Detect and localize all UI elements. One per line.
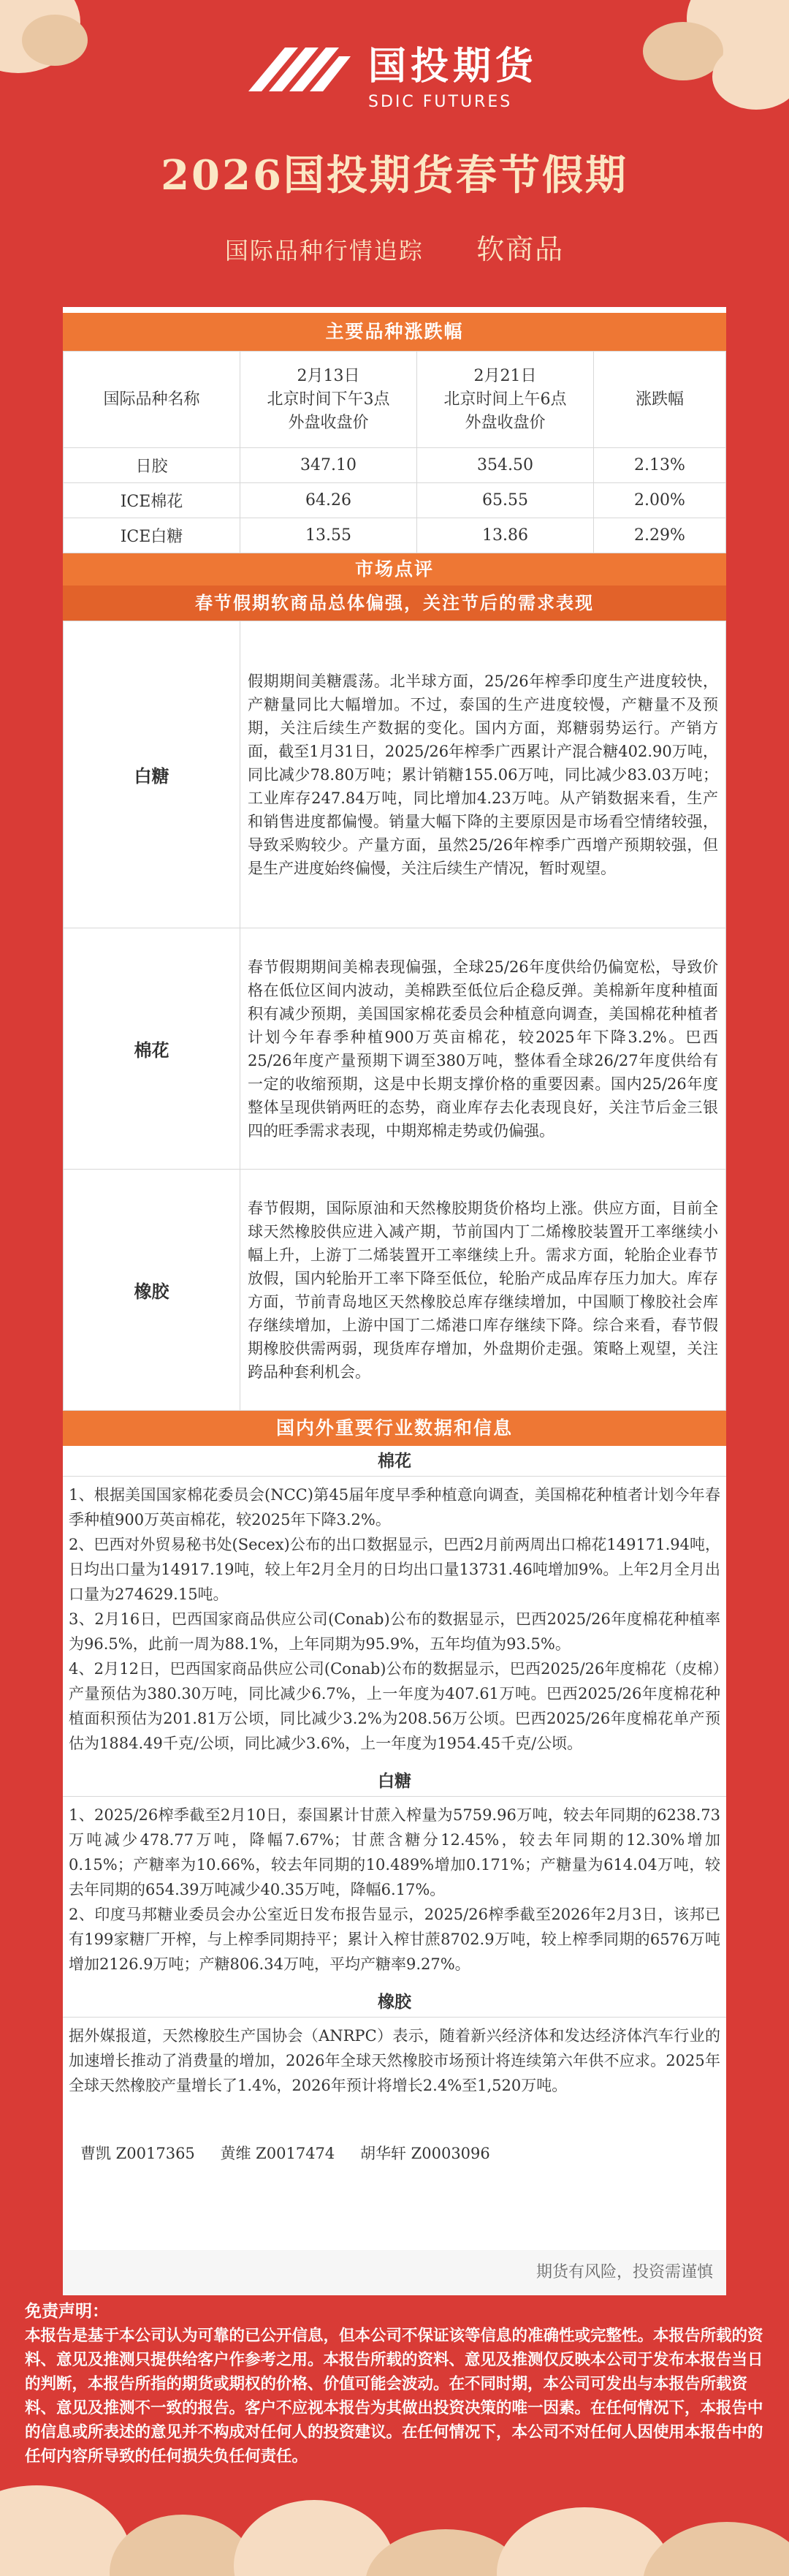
cell-name: ICE白糖 — [64, 518, 240, 553]
news-paragraph: 据外媒报道，天然橡胶生产国协会（ANRPC）表示，随着新兴经济体和发达经济体汽车行业的加速增长推动了消费量的增加，2026年全球天然橡胶市场预计将连续第六年供不应求。2025年全球天然橡胶产量增长了1.4%，2026年预计将增长2.4%至1,520万吨。 — [69, 2027, 720, 2094]
cell-before: 64.26 — [240, 483, 417, 518]
price-table — [63, 351, 726, 553]
analyst-list — [63, 2142, 726, 2164]
disclaimer-text: 本报告是基于本公司认为可靠的已公开信息，但本公司不保证该等信息的准确性或完整性。本报告所载的资料、意见及推测只提供给客户作参考之用。本报告所载的资料、意见及推测仅反映本公司于发布本报告当日的判断，本报告所指的期货或期权的价格、价值可能会波动。在不同时期，本公司可发出与本报告所载资料、意见及推测不一致的报告。客户不应视本报告为其做出投资决策的唯一因素。在任何情况下，本报告中的信息或所表述的意见并不构成对任何人的投资建议。在任何情况下，本公司不对任何人因使用本报告中的任何内容所导致的任何损失负任何责任。 — [25, 2327, 763, 2466]
cell-before: 347.10 — [240, 448, 417, 483]
price-section-heading: 主要品种涨跌幅 — [63, 313, 726, 351]
news-section-heading: 国内外重要行业数据和信息 — [63, 1411, 726, 1446]
cell-change: 2.13% — [594, 448, 726, 483]
cell-after: 13.86 — [417, 518, 594, 553]
comment-name: 橡胶 — [64, 1170, 240, 1411]
cell-change: 2.00% — [594, 483, 726, 518]
brand-name-en: SDIC FUTURES — [368, 93, 513, 111]
subtitle-right: 软商品 — [476, 233, 565, 265]
col-header-before: 2月13日 北京时间下午3点 外盘收盘价 — [240, 352, 417, 448]
comment-name: 白糖 — [64, 621, 240, 928]
news-group-title: 棉花 — [63, 1446, 726, 1477]
comment-name: 棉花 — [64, 928, 240, 1170]
news-group-body — [63, 2018, 726, 2098]
page-subtitle — [0, 227, 789, 267]
page-header — [0, 0, 789, 278]
risk-note: 期货有风险，投资需谨慎 — [63, 2250, 726, 2295]
col-header-after: 2月21日 北京时间上午6点 外盘收盘价 — [417, 352, 594, 448]
table-row — [64, 448, 726, 483]
news-paragraph: 1、根据美国国家棉花委员会(NCC)第45届年度早季种植意向调查，美国棉花种植者计划今年春季种植900万英亩棉花，较2025年下降3.2%。 — [69, 1486, 720, 1528]
table-row — [64, 483, 726, 518]
cell-after: 354.50 — [417, 448, 594, 483]
comment-text: 春节假期，国际原油和天然橡胶期货价格均上涨。供应方面，目前全球天然橡胶供应进入减产期，节前国内丁二烯橡胶装置开工率继续小幅上升，上游丁二烯装置开工率继续上升。需求方面，轮胎企业春节放假，国内轮胎开工率下降至低位，轮胎产成品库存压力加大。库存方面，节前青岛地区天然橡胶总库存继续增加，中国顺丁橡胶社会库存继续增加，上游中国丁二烯港口库存继续下降。综合来看，春节假期橡胶供需两弱，现货库存增加，外盘期价走强。策略上观望，关注跨品种套利机会。 — [240, 1170, 726, 1411]
col-header-name: 国际品种名称 — [64, 352, 240, 448]
table-row — [64, 518, 726, 553]
news-paragraph: 4、2月12日，巴西国家商品供应公司(Conab)公布的数据显示，巴西2025/26年度棉花（皮棉）产量预估为380.30万吨，同比减少6.7%，上一年度为407.61万吨。巴西2025/26年度棉花种植面积预估为201.81万公顷，同比减少3.2%为208.56万公顷。巴西2025/26年度棉花单产预估为1884.49千克/公顷，同比减少3.6%，上一年度为1954.45千克/公顷。 — [69, 1660, 720, 1752]
cell-before: 13.55 — [240, 518, 417, 553]
comment-section-heading: 市场点评 — [63, 553, 726, 586]
cell-change: 2.29% — [594, 518, 726, 553]
news-group-rubber — [63, 1987, 726, 2098]
col-header-change: 涨跌幅 — [594, 352, 726, 448]
news-group-sugar — [63, 1766, 726, 1977]
analyst-name: 曹凯 Z0017365 — [80, 2145, 195, 2162]
brand-name-cn: 国投期货 — [368, 45, 538, 88]
comment-row-rubber — [64, 1170, 726, 1411]
sdic-logo-icon — [241, 40, 358, 106]
news-group-body — [63, 1797, 726, 1977]
news-group-title: 橡胶 — [63, 1987, 726, 2018]
cell-name: 日胶 — [64, 448, 240, 483]
comment-text: 春节假期期间美棉表现偏强，全球25/26年度供给仍偏宽松，导致价格在低位区间内波动，美棉跌至低位后企稳反弹。美棉新年度种植面积有减少预期，美国国家棉花委员会种植意向调查，美国棉花种植者计划今年春季种植900万英亩棉花，较2025年下降3.2%。巴西25/26年度产量预期下调至380万吨，整体看全球26/27年度供给有一定的收缩预期，这是中长期支撑价格的重要因素。国内25/26年度整体呈现供销两旺的态势，商业库存去化表现良好，关注节后金三银四的旺季需求表现，中期郑棉走势或仍偏强。 — [240, 928, 726, 1170]
disclaimer — [25, 2300, 764, 2469]
comment-row-sugar — [64, 621, 726, 928]
news-group-body — [63, 1477, 726, 1756]
analyst-name: 胡华轩 Z0003096 — [359, 2145, 490, 2162]
analyst-name: 黄维 Z0017474 — [220, 2145, 335, 2162]
disclaimer-title: 免责声明： — [25, 2302, 109, 2321]
comment-section-subheading: 春节假期软商品总体偏强，关注节后的需求表现 — [63, 586, 726, 621]
comment-table — [63, 621, 726, 1411]
comment-row-cotton — [64, 928, 726, 1170]
page-title: 2026国投期货春节假期 — [161, 151, 628, 200]
news-group-title: 白糖 — [63, 1766, 726, 1797]
news-group-cotton — [63, 1446, 726, 1756]
news-paragraph: 3、2月16日，巴西国家商品供应公司(Conab)公布的数据显示，巴西2025/26年度棉花种植率为96.5%，此前一周为88.1%，上年同期为95.9%，五年均值为93.5%。 — [69, 1610, 720, 1653]
cell-after: 65.55 — [417, 483, 594, 518]
comment-text: 假期期间美糖震荡。北半球方面，25/26年榨季印度生产进度较快，产糖量同比大幅增加。不过，泰国的生产进度较慢，产糖量不及预期，关注后续生产数据的变化。国内方面，郑糖弱势运行。产销方面，截至1月31日，2025/26年榨季广西累计产混合糖402.90万吨，同比减少78.80万吨；累计销糖155.06万吨，同比减少83.03万吨；工业库存247.84万吨，同比增加4.23万吨。从产销数据来看，生产和销售进度都偏慢。销量大幅下降的主要原因是市场看空情绪较强，导致采购较少。产量方面，虽然25/26年榨季广西增产预期较强，但是生产进度始终偏慢，关注后续生产情况，暂时观望。 — [240, 621, 726, 928]
cell-name: ICE棉花 — [64, 483, 240, 518]
company-logo — [241, 35, 538, 111]
news-paragraph: 1、2025/26榨季截至2月10日，泰国累计甘蔗入榨量为5759.96万吨，较去年同期的6238.73万吨减少478.77万吨，降幅7.67%；甘蔗含糖分12.45%，较去年同期的12.30%增加0.15%；产糖率为10.66%，较去年同期的10.489%增加0.171%；产糖量为614.04万吨，较去年同期的654.39万吨减少40.35万吨，降幅6.17%。 — [69, 1806, 720, 1898]
subtitle-left: 国际品种行情追踪 — [224, 237, 424, 265]
news-paragraph: 2、印度马邦糖业委员会办公室近日发布报告显示，2025/26榨季截至2026年2月3日，该邦已有199家糖厂开榨，与上榨季同期持平；累计入榨甘蔗8702.9万吨，较上榨季同期的6576万吨增加2126.9万吨；产糖806.34万吨，平均产糖率9.27%。 — [69, 1906, 720, 1973]
news-paragraph: 2、巴西对外贸易秘书处(Secex)公布的出口数据显示，巴西2月前两周出口棉花149171.94吨，日均出口量为14917.19吨，较上年2月全月的日均出口量13731.46吨增加9%。上年2月全月出口量为274629.15吨。 — [69, 1536, 720, 1603]
report-card — [63, 307, 726, 2250]
price-table-header — [64, 352, 726, 448]
